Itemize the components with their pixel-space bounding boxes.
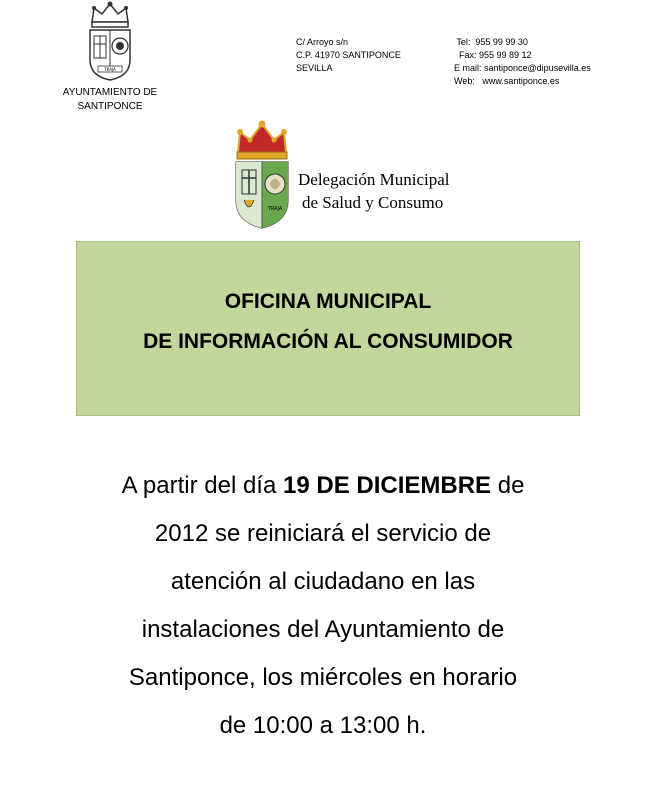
delegation-title (298, 168, 450, 214)
delegation-logo (232, 118, 452, 238)
notice-line2: 2012 se reiniciará el servicio de (154, 520, 492, 547)
delegation-coat-of-arms-icon (232, 118, 292, 230)
notice-date: 19 DE DICIEMBRE (283, 472, 492, 499)
municipality-line1: AYUNTAMIENTO DE (62, 87, 158, 98)
delegation-seal-text: TRAJA (267, 206, 283, 212)
notice-line4: instalaciones del Ayuntamiento de (141, 616, 505, 643)
coat-of-arms-icon (84, 0, 136, 82)
notice-line5: Santiponce, los miércoles en horario (128, 664, 518, 691)
address-line: C.P. 41970 SANTIPONCE (296, 50, 401, 60)
email-line: E mail: santiponce@dipusevilla.es (454, 63, 591, 73)
municipality-line2: SANTIPONCE (77, 101, 143, 112)
notice-line6: de 10:00 a 13:00 h. (219, 712, 427, 739)
fax-line: Fax: 955 99 89 12 (454, 50, 532, 60)
address-line: C/ Arroyo s/n (296, 37, 349, 47)
address-block (296, 36, 401, 75)
delegation-line2: de Salud y Consumo (302, 193, 444, 212)
delegation-line1: Delegación Municipal (298, 170, 450, 189)
banner-line1: OFICINA MUNICIPAL (224, 290, 432, 313)
notice-prefix: A partir del día (121, 472, 283, 499)
notice-suffix: de (491, 472, 525, 499)
municipality-name (40, 86, 180, 114)
banner-line2: DE INFORMACIÓN AL CONSUMIDOR (143, 330, 513, 353)
seal-text: TRAJA (104, 67, 116, 72)
address-line: SEVILLA (296, 63, 333, 73)
notice-line1 (60, 462, 586, 510)
contact-block (454, 36, 591, 88)
office-banner (76, 241, 580, 416)
notice-line3: atención al ciudadano en las (170, 568, 476, 595)
municipality-header (40, 0, 180, 114)
notice-text (60, 462, 586, 750)
phone-line: Tel: 955 99 99 30 (454, 37, 528, 47)
web-line: Web: www.santiponce.es (454, 76, 560, 86)
